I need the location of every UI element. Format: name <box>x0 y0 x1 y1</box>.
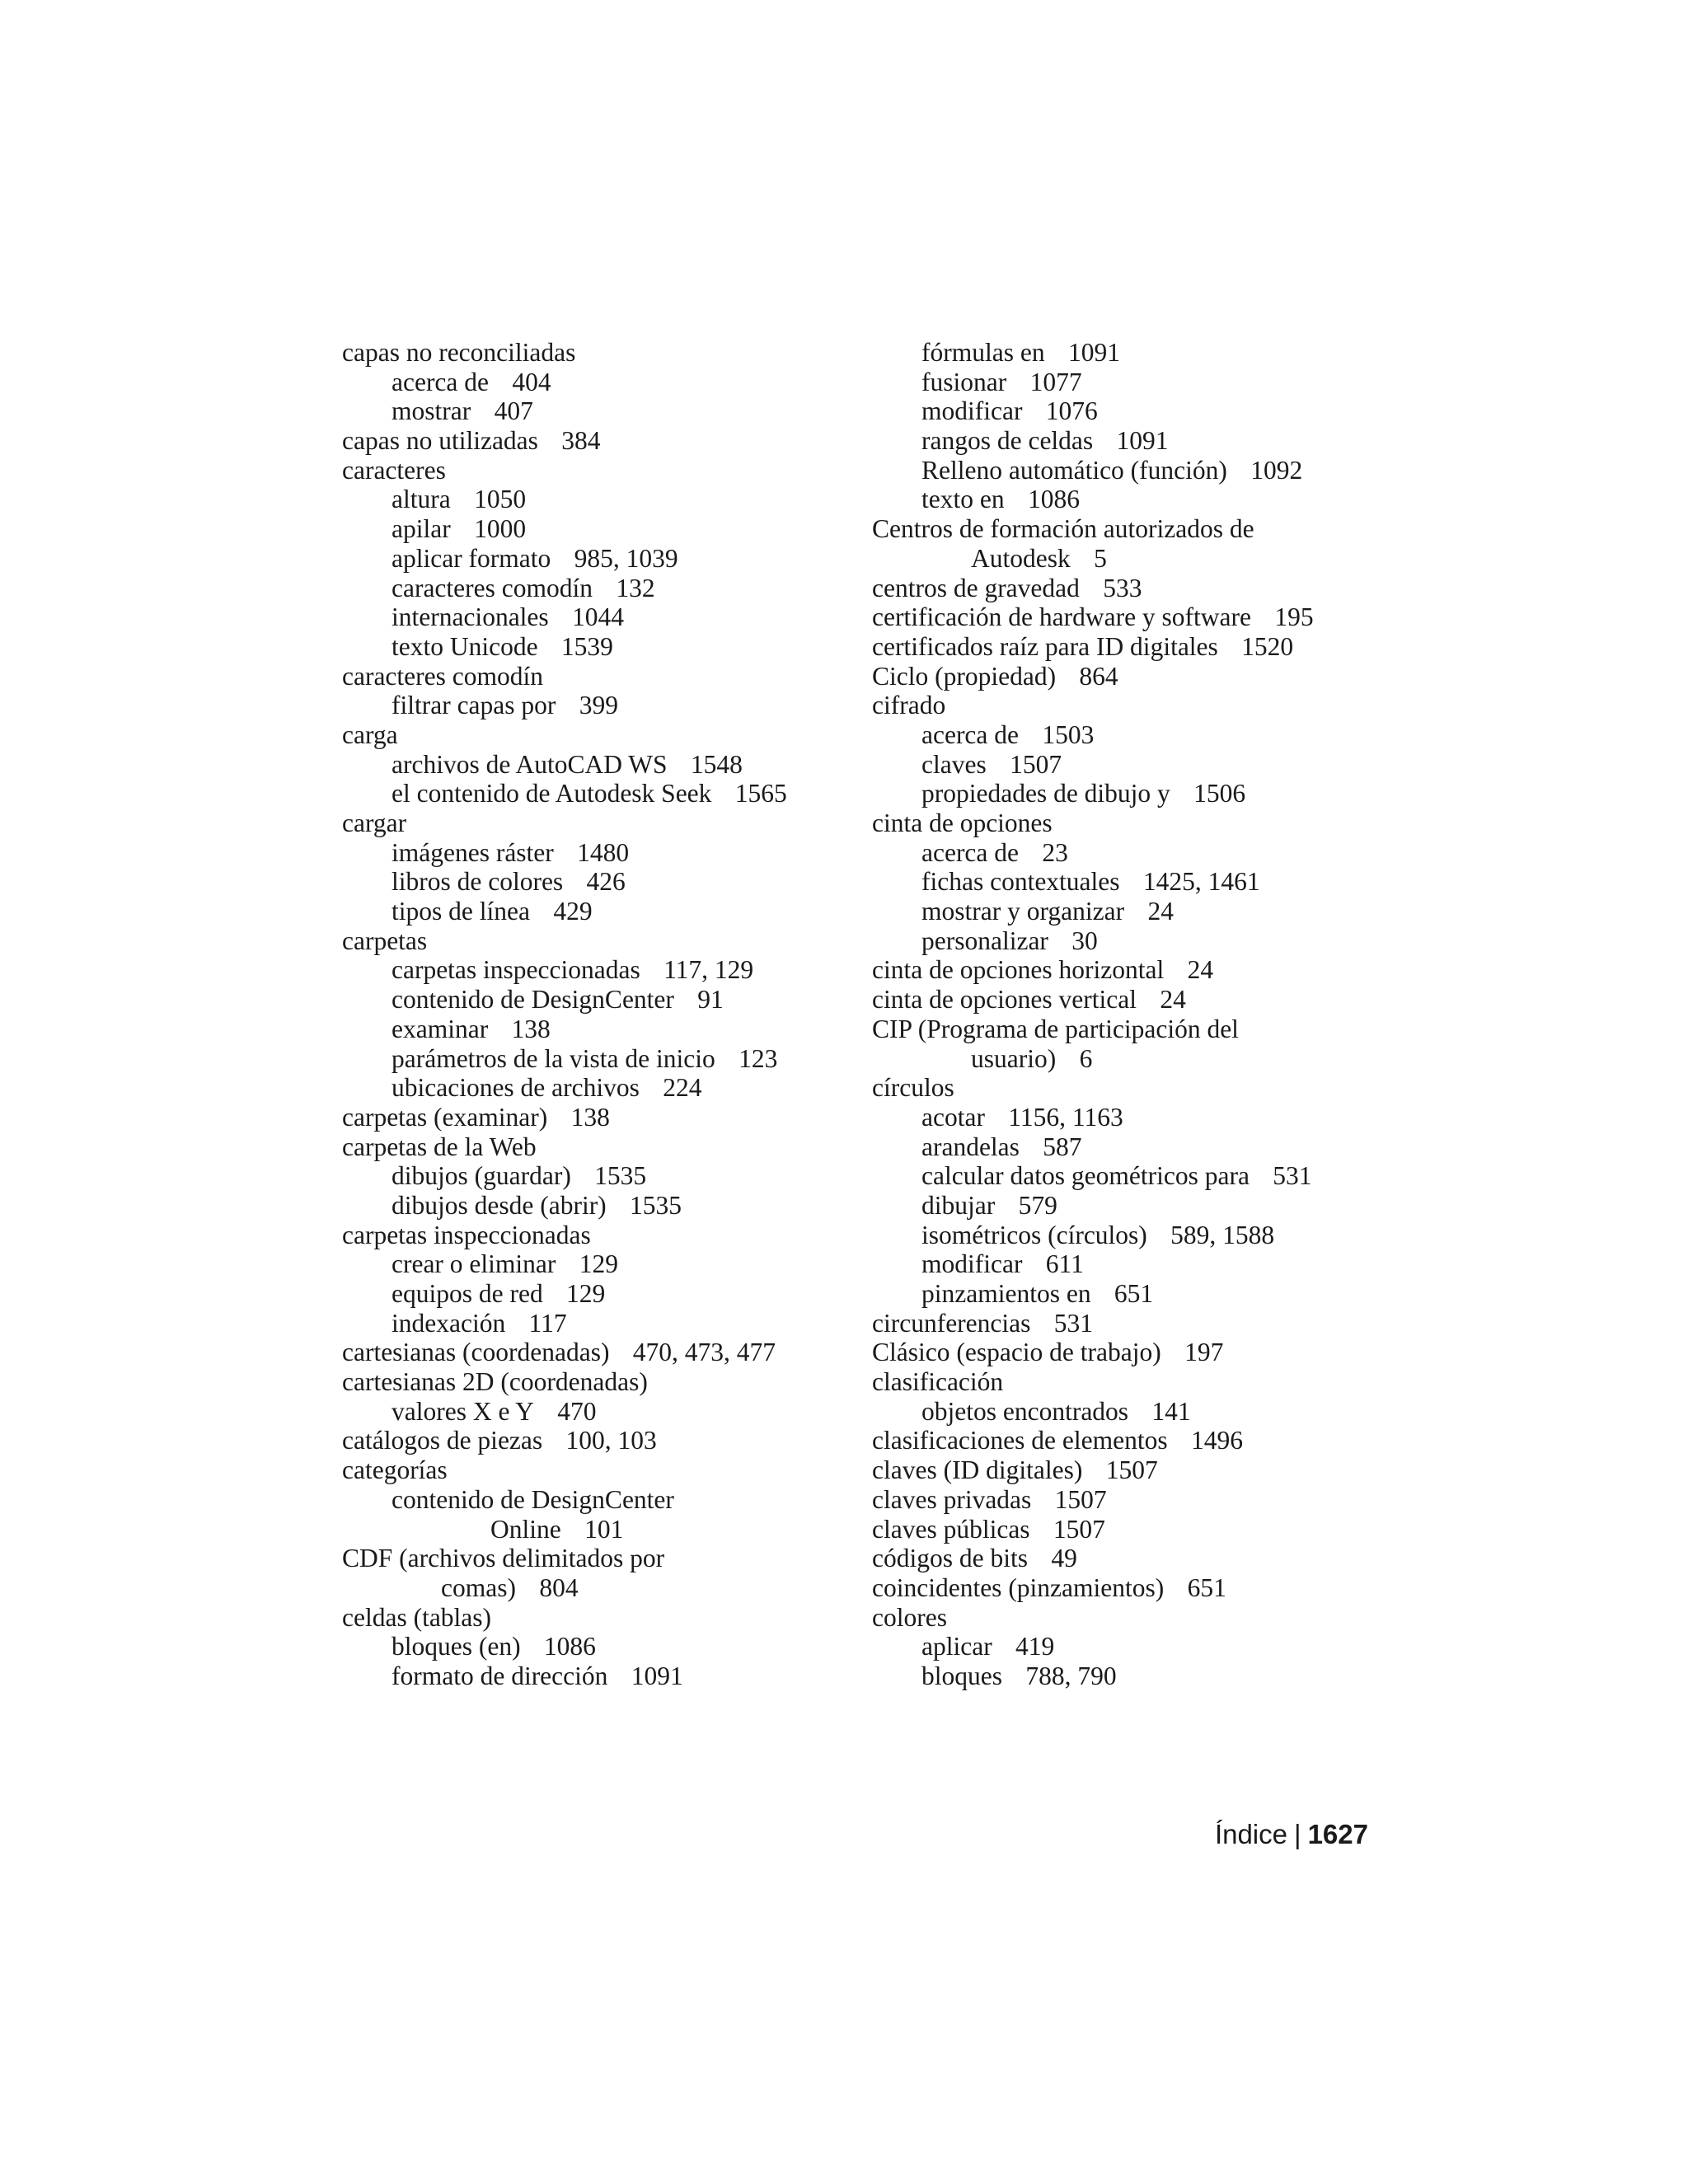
index-page-refs: 429 <box>553 897 593 926</box>
index-entry <box>342 456 853 485</box>
index-term: filtrar capas por <box>392 691 556 720</box>
index-entry <box>342 1544 853 1573</box>
index-subentry <box>342 514 853 544</box>
index-subentry <box>342 867 853 897</box>
index-term: carpetas inspeccionadas <box>342 1220 591 1249</box>
index-page-refs: 531 <box>1273 1161 1312 1191</box>
index-entry-continuation <box>342 1515 853 1544</box>
index-subentry <box>342 544 853 574</box>
index-subentry <box>342 1485 853 1515</box>
index-term: aplicar <box>921 1632 992 1661</box>
index-subentry <box>342 1015 853 1044</box>
index-entry <box>872 1073 1400 1103</box>
index-term: contenido de DesignCenter <box>392 1484 674 1514</box>
index-page-refs: 91 <box>697 985 724 1015</box>
index-term: apilar <box>392 514 451 544</box>
index-entry-continuation <box>342 1573 853 1603</box>
index-subentry <box>872 1249 1400 1279</box>
index-subentry <box>342 750 853 780</box>
index-term: contenido de DesignCenter <box>392 985 674 1015</box>
index-term: Online <box>490 1514 561 1544</box>
index-page-refs: 197 <box>1184 1338 1224 1367</box>
index-term: cinta de opciones <box>872 808 1053 837</box>
index-term: calcular datos geométricos para <box>921 1161 1250 1191</box>
index-page-refs: 1507 <box>1105 1455 1158 1485</box>
index-term: formato de dirección <box>392 1661 608 1690</box>
index-page-refs: 470, 473, 477 <box>632 1338 776 1367</box>
index-entry <box>872 955 1400 985</box>
index-page-refs: 587 <box>1043 1132 1082 1161</box>
index-page-refs: 101 <box>584 1514 624 1544</box>
index-entry <box>342 1426 853 1455</box>
index-entry <box>342 1338 853 1367</box>
index-entry <box>872 1485 1400 1515</box>
index-page-refs: 1503 <box>1042 719 1095 749</box>
index-page-refs: 100, 103 <box>565 1426 657 1455</box>
index-subentry <box>872 838 1400 868</box>
index-subentry <box>872 1397 1400 1427</box>
index-term: texto Unicode <box>392 631 538 661</box>
index-page-refs: 1086 <box>1027 485 1080 514</box>
index-page-refs: 1496 <box>1190 1426 1243 1455</box>
index-subentry <box>872 867 1400 897</box>
index-term: catálogos de piezas <box>342 1426 543 1455</box>
index-entry-continuation <box>872 544 1400 574</box>
index-term: personalizar <box>921 926 1048 955</box>
page-footer <box>1215 1818 1368 1851</box>
index-term: modificar <box>921 1249 1023 1279</box>
index-term: indexación <box>392 1308 506 1338</box>
index-page-refs: 1156, 1163 <box>1008 1102 1123 1132</box>
index-subentry <box>342 897 853 926</box>
index-term: examinar <box>392 1014 489 1043</box>
index-page-refs: 24 <box>1147 897 1174 926</box>
index-subentry <box>872 1661 1400 1691</box>
index-subentry <box>872 897 1400 926</box>
index-subentry <box>872 338 1400 368</box>
index-subentry <box>872 1161 1400 1191</box>
index-subentry <box>872 485 1400 514</box>
index-entry <box>342 926 853 956</box>
index-term: bloques (en) <box>392 1632 521 1661</box>
index-page-refs: 1425, 1461 <box>1142 867 1260 897</box>
index-term: tipos de línea <box>392 897 530 926</box>
index-page-refs: 426 <box>586 867 626 897</box>
index-term: objetos encontrados <box>921 1396 1129 1426</box>
index-subentry <box>872 426 1400 456</box>
index-subentry <box>342 1279 853 1309</box>
index-subentry <box>872 396 1400 426</box>
index-term: carpetas de la Web <box>342 1132 537 1161</box>
index-term: Ciclo (propiedad) <box>872 661 1057 691</box>
index-page-refs: 23 <box>1042 837 1068 867</box>
index-page-refs: 651 <box>1187 1572 1226 1602</box>
index-entry <box>872 1455 1400 1485</box>
index-page-refs: 1091 <box>631 1661 683 1690</box>
index-subentry <box>342 779 853 808</box>
index-subentry <box>872 1191 1400 1221</box>
index-entry <box>342 1367 853 1397</box>
index-term: pinzamientos en <box>921 1279 1091 1308</box>
index-page-refs: 138 <box>511 1014 551 1043</box>
index-subentry <box>872 750 1400 780</box>
index-page-refs: 224 <box>663 1073 702 1103</box>
index-page-refs: 30 <box>1071 926 1098 955</box>
index-term: caracteres comodín <box>392 573 593 602</box>
index-entry-continuation <box>872 1044 1400 1074</box>
index-entry <box>872 1573 1400 1603</box>
index-entry <box>872 1603 1400 1633</box>
index-subentry <box>342 985 853 1015</box>
index-subentry <box>342 1632 853 1661</box>
index-entry <box>872 1515 1400 1544</box>
index-entry <box>342 1221 853 1250</box>
index-term: carpetas (examinar) <box>342 1102 548 1132</box>
index-page-refs: 384 <box>561 426 601 456</box>
index-term: celdas (tablas) <box>342 1602 492 1632</box>
index-term: equipos de red <box>392 1279 543 1308</box>
index-page-refs: 129 <box>579 1249 618 1279</box>
index-term: carpetas inspeccionadas <box>392 955 640 985</box>
index-term: dibujos desde (abrir) <box>392 1190 607 1220</box>
index-subentry <box>342 1397 853 1427</box>
index-subentry <box>872 720 1400 750</box>
index-term: valores X e Y <box>392 1396 534 1426</box>
index-page-refs: 1507 <box>1010 749 1062 779</box>
index-page-refs: 1076 <box>1045 396 1098 426</box>
index-term: cinta de opciones horizontal <box>872 955 1165 985</box>
index-term: isométricos (círculos) <box>921 1220 1147 1249</box>
index-term: caracteres <box>342 455 446 485</box>
index-term: bloques <box>921 1661 1002 1690</box>
index-entry <box>872 808 1400 838</box>
index-subentry <box>342 955 853 985</box>
index-term: colores <box>872 1602 947 1632</box>
index-subentry <box>342 1161 853 1191</box>
index-term: certificación de hardware y software <box>872 602 1251 632</box>
index-subentry <box>872 1279 1400 1309</box>
index-subentry <box>872 1221 1400 1250</box>
index-term: comas) <box>441 1572 516 1602</box>
index-subentry <box>342 691 853 720</box>
index-entry <box>872 1338 1400 1367</box>
index-entry <box>872 574 1400 603</box>
index-term: círculos <box>872 1073 954 1103</box>
index-term: dibujar <box>921 1190 996 1220</box>
index-subentry <box>342 574 853 603</box>
index-entry <box>342 720 853 750</box>
index-term: el contenido de Autodesk Seek <box>392 779 712 808</box>
index-term: archivos de AutoCAD WS <box>392 749 668 779</box>
index-subentry <box>342 1044 853 1074</box>
index-term: códigos de bits <box>872 1544 1028 1573</box>
index-subentry <box>342 838 853 868</box>
index-page-refs: 864 <box>1079 661 1118 691</box>
index-entry <box>342 808 853 838</box>
index-page-refs: 1077 <box>1029 367 1082 396</box>
index-subentry <box>872 1632 1400 1661</box>
index-term: parámetros de la vista de inicio <box>392 1043 715 1073</box>
footer-separator: | <box>1294 1819 1301 1849</box>
index-entry <box>342 1603 853 1633</box>
index-subentry <box>342 396 853 426</box>
index-page-refs: 129 <box>566 1279 606 1308</box>
index-entry <box>872 602 1400 632</box>
index-subentry <box>342 1309 853 1338</box>
index-page-refs: 404 <box>512 367 551 396</box>
index-term: coincidentes (pinzamientos) <box>872 1572 1165 1602</box>
index-term: dibujos (guardar) <box>392 1161 571 1191</box>
index-term: cartesianas 2D (coordenadas) <box>342 1367 648 1397</box>
index-page-refs: 419 <box>1015 1632 1055 1661</box>
index-entry <box>872 1544 1400 1573</box>
index-page-refs: 1480 <box>577 837 630 867</box>
index-entry <box>342 1103 853 1132</box>
index-term: Autodesk <box>971 543 1071 573</box>
index-subentry <box>872 1103 1400 1132</box>
index-page-refs: 123 <box>738 1043 778 1073</box>
index-page-refs: 1535 <box>630 1190 682 1220</box>
index-term: categorías <box>342 1455 448 1485</box>
index-page-refs: 141 <box>1151 1396 1191 1426</box>
index-subentry <box>872 456 1400 485</box>
index-page-refs: 5 <box>1094 543 1107 573</box>
index-term: carga <box>342 719 398 749</box>
index-page-refs: 1507 <box>1054 1484 1107 1514</box>
index-term: acerca de <box>921 837 1020 867</box>
index-page-refs: 1520 <box>1241 631 1294 661</box>
index-page-refs: 1091 <box>1067 338 1120 367</box>
index-entry <box>342 1455 853 1485</box>
index-page-refs: 24 <box>1187 955 1214 985</box>
index-term: propiedades de dibujo y <box>921 779 1170 808</box>
index-column-left <box>342 338 853 1691</box>
index-term: claves privadas <box>872 1484 1032 1514</box>
index-page-refs: 1565 <box>734 779 787 808</box>
index-page-refs: 611 <box>1045 1249 1084 1279</box>
index-entry <box>872 1015 1400 1044</box>
index-term: fusionar <box>921 367 1007 396</box>
index-term: altura <box>392 485 451 514</box>
index-term: cifrado <box>872 691 946 720</box>
index-subentry <box>872 368 1400 397</box>
index-term: caracteres comodín <box>342 661 543 691</box>
index-page-refs: 117 <box>528 1308 567 1338</box>
index-entry <box>342 338 853 368</box>
index-term: CDF (archivos delimitados por <box>342 1544 665 1573</box>
index-page-refs: 589, 1588 <box>1170 1220 1275 1249</box>
index-term: ubicaciones de archivos <box>392 1073 640 1103</box>
index-entry <box>872 514 1400 544</box>
index-column-right <box>872 338 1400 1691</box>
index-page-refs: 132 <box>616 573 655 602</box>
index-term: cartesianas (coordenadas) <box>342 1338 610 1367</box>
index-term: acerca de <box>392 367 490 396</box>
index-page-refs: 1086 <box>543 1632 596 1661</box>
index-term: Centros de formación autorizados de <box>872 514 1254 544</box>
index-entry <box>872 691 1400 720</box>
index-term: libros de colores <box>392 867 564 897</box>
index-entry <box>342 426 853 456</box>
index-term: crear o eliminar <box>392 1249 556 1279</box>
index-term: clasificación <box>872 1367 1004 1397</box>
index-subentry <box>342 1073 853 1103</box>
index-subentry <box>872 926 1400 956</box>
index-subentry <box>342 485 853 514</box>
index-page-refs: 1535 <box>594 1161 647 1191</box>
index-subentry <box>342 1661 853 1691</box>
index-subentry <box>872 779 1400 808</box>
index-term: claves <box>921 749 987 779</box>
index-page-refs: 399 <box>579 691 618 720</box>
index-term: claves (ID digitales) <box>872 1455 1083 1485</box>
index-entry <box>342 662 853 691</box>
index-term: certificados raíz para ID digitales <box>872 631 1218 661</box>
index-page-refs: 195 <box>1274 602 1314 632</box>
index-term: clasificaciones de elementos <box>872 1426 1168 1455</box>
index-subentry <box>342 632 853 662</box>
index-term: Relleno automático (función) <box>921 455 1227 485</box>
index-term: CIP (Programa de participación del <box>872 1014 1239 1043</box>
index-term: mostrar y organizar <box>921 897 1125 926</box>
index-page-refs: 1044 <box>572 602 625 632</box>
index-page-refs: 1539 <box>560 631 613 661</box>
index-subentry <box>342 368 853 397</box>
index-page-refs: 1506 <box>1193 779 1246 808</box>
index-page-refs: 6 <box>1079 1043 1093 1073</box>
index-page-refs: 1000 <box>474 514 527 544</box>
index-entry <box>872 662 1400 691</box>
index-term: usuario) <box>971 1043 1057 1073</box>
index-entry <box>872 1309 1400 1338</box>
index-subentry <box>342 1191 853 1221</box>
index-page-refs: 1092 <box>1250 455 1303 485</box>
index-page-refs: 470 <box>557 1396 597 1426</box>
index-term: mostrar <box>392 396 471 426</box>
index-term: imágenes ráster <box>392 837 554 867</box>
footer-section-title: Índice <box>1214 1819 1287 1849</box>
index-subentry <box>342 1249 853 1279</box>
index-page-refs: 1091 <box>1116 426 1169 456</box>
index-entry <box>342 1132 853 1162</box>
index-page-refs: 1548 <box>690 749 743 779</box>
index-page-refs: 24 <box>1160 985 1186 1015</box>
index-page-refs: 579 <box>1018 1190 1057 1220</box>
index-term: Clásico (espacio de trabajo) <box>872 1338 1161 1367</box>
index-term: modificar <box>921 396 1023 426</box>
index-term: fichas contextuales <box>921 867 1120 897</box>
index-term: capas no utilizadas <box>342 426 538 456</box>
index-term: centros de gravedad <box>872 573 1080 602</box>
index-term: cinta de opciones vertical <box>872 985 1137 1015</box>
index-term: acerca de <box>921 719 1020 749</box>
index-entry <box>872 632 1400 662</box>
index-page-refs: 49 <box>1051 1544 1077 1573</box>
index-entry <box>872 1426 1400 1455</box>
index-entry <box>872 1367 1400 1397</box>
index-term: aplicar formato <box>392 543 551 573</box>
index-page-refs: 1507 <box>1053 1514 1105 1544</box>
page-number: 1627 <box>1307 1819 1368 1849</box>
index-term: cargar <box>342 808 407 837</box>
index-page-refs: 804 <box>539 1572 579 1602</box>
index-term: capas no reconciliadas <box>342 338 576 367</box>
index-term: internacionales <box>392 602 549 632</box>
index-page-refs: 117, 129 <box>663 955 754 985</box>
index-entry <box>872 985 1400 1015</box>
index-page-refs: 1050 <box>474 485 527 514</box>
index-page-refs: 533 <box>1103 573 1142 602</box>
index-page-refs: 138 <box>570 1102 610 1132</box>
index-term: claves públicas <box>872 1514 1030 1544</box>
index-page-refs: 985, 1039 <box>574 543 678 573</box>
index-page-refs: 407 <box>494 396 533 426</box>
index-term: texto en <box>921 485 1005 514</box>
index-term: arandelas <box>921 1132 1020 1161</box>
index-term: rangos de celdas <box>921 426 1094 456</box>
index-term: carpetas <box>342 926 428 955</box>
index-term: acotar <box>921 1102 985 1132</box>
index-subentry <box>872 1132 1400 1162</box>
index-page-refs: 651 <box>1114 1279 1154 1308</box>
index-term: fórmulas en <box>921 338 1045 367</box>
index-page-refs: 788, 790 <box>1025 1661 1117 1690</box>
index-page-refs: 531 <box>1053 1308 1093 1338</box>
index-subentry <box>342 602 853 632</box>
index-term: circunferencias <box>872 1308 1031 1338</box>
